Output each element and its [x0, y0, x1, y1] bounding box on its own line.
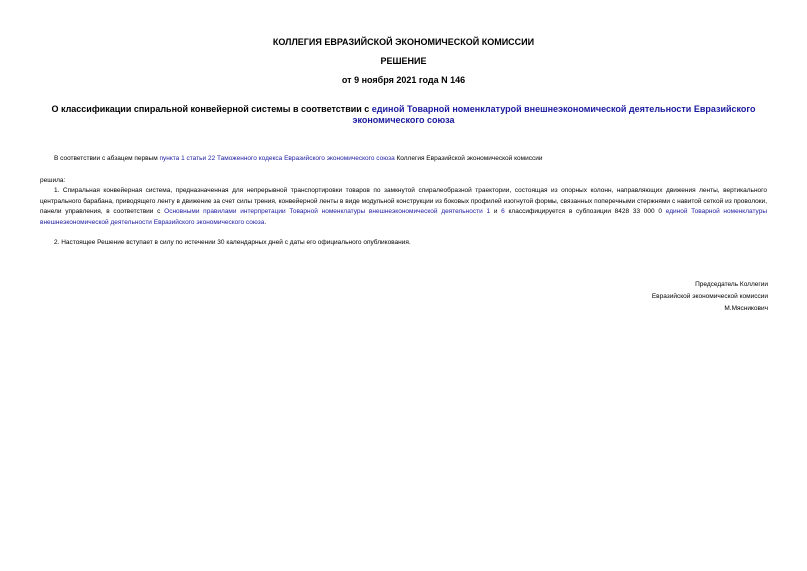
- item-1-link-rules[interactable]: Основными правилами интерпретации Товарной номенклатуры внешнеэкономической деятельности 1: [164, 208, 491, 216]
- preamble-text-end: Коллегия Евразийской экономической комиссии: [394, 155, 543, 162]
- doc-type-heading: РЕШЕНИЕ: [380, 56, 427, 66]
- document-title: [40, 104, 767, 126]
- signature-line-3: М.Мясникович: [724, 305, 768, 312]
- item-1-text-b: и: [490, 208, 502, 216]
- signature-line-1: Председатель Коллегии: [695, 281, 768, 288]
- signature-line-2: Евразийской экономической комиссии: [651, 293, 768, 300]
- preamble-link-customs-code[interactable]: пункта 1 статьи 22 Таможенного кодекса Евразийского экономического союза: [159, 155, 395, 162]
- preamble-paragraph: [40, 154, 767, 165]
- org-heading: КОЛЛЕГИЯ ЕВРАЗИЙСКОЙ ЭКОНОМИЧЕСКОЙ КОМИССИИ: [272, 37, 535, 47]
- item-1-text-c: классифицируется в субпозиции 8428 33 000 0: [504, 208, 666, 216]
- preamble-text-start: В соответствии с абзацем первым: [54, 155, 160, 162]
- title-text: О классификации спиральной конвейерной системы в соответствии с: [51, 104, 372, 114]
- item-1-paragraph: [40, 186, 767, 228]
- item-2-paragraph: 2. Настоящее Решение вступает в силу по истечении 30 календарных дней с даты его официального опубликования.: [54, 239, 411, 246]
- item-1-text-d: .: [264, 218, 267, 226]
- decided-label: решила:: [40, 177, 66, 184]
- title-link-tn-ved[interactable]: единой Товарной номенклатурой внешнеэкономической деятельности Евразийского экономического союза: [352, 104, 756, 125]
- item-1-text-a: 1. Спиральная конвейерная система, предназначенная для непрерывной транспортировки товаров по замкнутой спиралеобразной траектории, состоящая из опорных колонн, направляющих движения ленты, вертикального центрального барабана, приводящего ленту в движение за счет силы трения, конвейерной ленты в виде модульной конструкции из боковых профилей изогнутой формы, связанных поперечными стержнями с навитой сеткой из проволоки, панели управления, в соответствии с: [40, 187, 767, 216]
- item-1-link-rule-6[interactable]: 6: [501, 208, 505, 216]
- item-1-link-tn-ved[interactable]: единой Товарной номенклатуры внешнеэкономической деятельности Евразийского экономического союза: [40, 208, 767, 226]
- date-number-heading: от 9 ноября 2021 года N 146: [341, 75, 466, 85]
